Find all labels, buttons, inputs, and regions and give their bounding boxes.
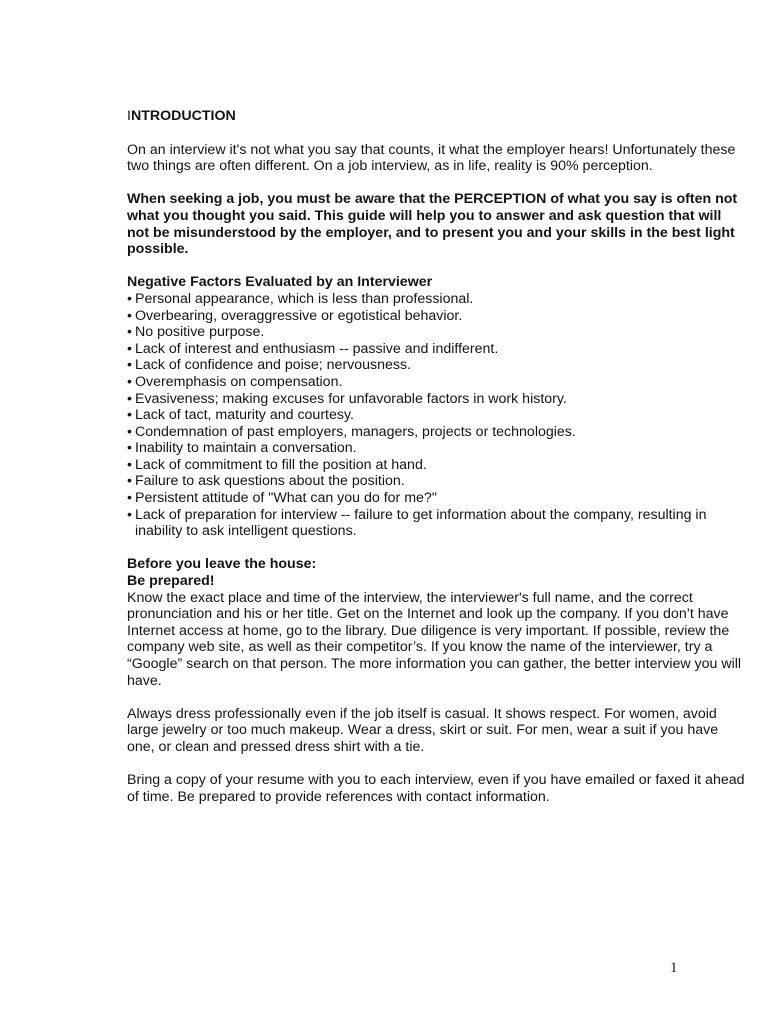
bullet-mark: • bbox=[127, 307, 132, 324]
negative-factor-text: Condemnation of past employers, managers, projects or technologies. bbox=[135, 423, 576, 440]
negative-factor-item bbox=[127, 374, 747, 391]
negative-factor-item bbox=[127, 507, 747, 540]
resume-paragraph: Bring a copy of your resume with you to each interview, even if you have emailed or faxed it ahead of time. Be prepared to provide references with contact information. bbox=[127, 772, 745, 805]
negative-factor-text: Lack of preparation for interview -- failure to get information about the company, resulting in inability to ask intelligent questions. bbox=[135, 506, 707, 540]
negative-factor-text: Lack of interest and enthusiasm -- passive and indifferent. bbox=[135, 340, 499, 357]
negative-factor-item bbox=[127, 308, 747, 325]
negative-factor-text: Failure to ask questions about the position. bbox=[135, 473, 405, 490]
prepared-paragraph: Know the exact place and time of the interview, the interviewer's full name, and the correct pronunciation and his or her title. Get on the Internet and look up the company. If you don’t have Internet access at home, go to the library. Due diligence is very important. If possible, review the company web site, as well as their competitor’s. If you know the name of the interviewer, try a “Google” search on that person. The more information you can gather, the better interview you will have. bbox=[127, 589, 742, 689]
negative-factor-item bbox=[127, 391, 747, 408]
before-leave-heading: Before you leave the house: bbox=[127, 556, 317, 573]
title-first-letter: I bbox=[127, 108, 131, 124]
dress-paragraph: Always dress professionally even if the job itself is casual. It shows respect. For women, avoid large jewelry or too much makeup. Wear a dress, skirt or suit. For men, wear a suit if you have one, or clean and pressed dress shirt with a tie. bbox=[127, 705, 719, 755]
negative-factor-text: Lack of tact, maturity and courtesy. bbox=[135, 407, 354, 424]
negative-factors-heading: Negative Factors Evaluated by an Interviewer bbox=[127, 274, 433, 291]
negative-factor-text: Inability to maintain a conversation. bbox=[135, 440, 357, 457]
bullet-mark: • bbox=[127, 506, 132, 523]
bullet-mark: • bbox=[127, 456, 132, 473]
negative-factor-item bbox=[127, 457, 747, 474]
negative-factor-text: No positive purpose. bbox=[135, 324, 265, 341]
negative-factor-item bbox=[127, 324, 747, 341]
negative-factor-item bbox=[127, 341, 747, 358]
document-page bbox=[127, 108, 747, 805]
bullet-mark: • bbox=[127, 373, 132, 390]
emphasis-paragraph: When seeking a job, you must be aware that the PERCEPTION of what you say is often not what you thought you said. This guide will help you to answer and ask question that will not be misunderstood by the employer, and to present you and your skills in the best light possible. bbox=[127, 191, 738, 258]
negative-factor-item bbox=[127, 490, 747, 507]
page-number: 1 bbox=[670, 960, 678, 976]
bullet-mark: • bbox=[127, 440, 132, 457]
negative-factor-text: Overemphasis on compensation. bbox=[135, 373, 343, 390]
bullet-mark: • bbox=[127, 340, 132, 357]
intro-paragraph: On an interview it's not what you say that counts, it what the employer hears! Unfortunately these two things are often different. On a job interview, as in life, reality is 90% perception. bbox=[127, 141, 736, 175]
title-rest: NTRODUCTION bbox=[130, 108, 236, 124]
bullet-mark: • bbox=[127, 290, 132, 307]
negative-factor-text: Evasiveness; making excuses for unfavorable factors in work history. bbox=[135, 390, 567, 407]
bullet-mark: • bbox=[127, 490, 132, 507]
negative-factor-item bbox=[127, 424, 747, 441]
bullet-mark: • bbox=[127, 390, 132, 407]
bullet-mark: • bbox=[127, 473, 132, 490]
negative-factor-text: Overbearing, overaggressive or egotistical behavior. bbox=[135, 307, 463, 324]
bullet-mark: • bbox=[127, 357, 132, 374]
bullet-mark: • bbox=[127, 423, 132, 440]
be-prepared-heading: Be prepared! bbox=[127, 573, 215, 590]
negative-factor-item bbox=[127, 440, 747, 457]
negative-factor-text: Persistent attitude of "What can you do for me?" bbox=[135, 490, 437, 507]
negative-factor-text: Lack of commitment to fill the position at hand. bbox=[135, 456, 427, 473]
negative-factor-item bbox=[127, 473, 747, 490]
negative-factor-item bbox=[127, 407, 747, 424]
bullet-mark: • bbox=[127, 324, 132, 341]
negative-factor-text: Lack of confidence and poise; nervousness. bbox=[135, 357, 412, 374]
negative-factors-list bbox=[127, 291, 747, 540]
negative-factor-text: Personal appearance, which is less than professional. bbox=[135, 290, 474, 307]
negative-factor-item bbox=[127, 291, 747, 308]
negative-factor-item bbox=[127, 357, 747, 374]
section-title bbox=[127, 108, 747, 125]
bullet-mark: • bbox=[127, 407, 132, 424]
